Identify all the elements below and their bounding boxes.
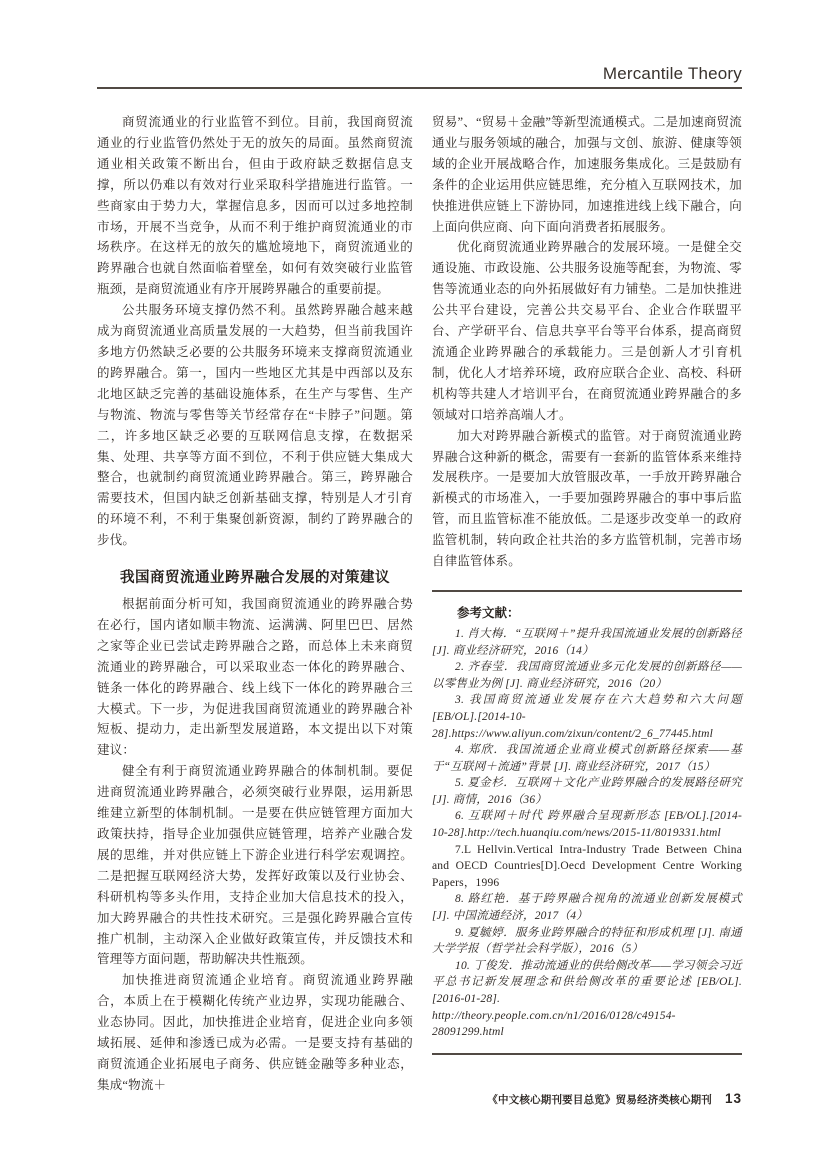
references-section: [432, 590, 742, 1055]
reference-item: 10. 丁俊发．推动流通业的供给侧改革——学习领会习近平总书记新发展理念和供给侧改革的重要论述 [EB/OL].[2016-01-28]. http://theory.people.com.cn/n1/2016/0128/c49154-28091299.html: [432, 959, 742, 1039]
running-head: [97, 64, 742, 89]
reference-item: 3. 我国商贸流通业发展存在六大趋势和六大问题 [EB/OL].[2014-10-28].https://www.aliyun.com/zixun/content/2_6_77445.html: [432, 694, 742, 740]
reference-item: 8. 路红艳．基于跨界融合视角的流通业创新发展模式 [J]. 中国流通经济，2017（4）: [432, 893, 742, 923]
reference-item: 1. 肖大梅．“互联网＋”提升我国流通业发展的创新路径 [J]. 商业经济研究，2016（14）: [432, 627, 742, 657]
reference-item: 2. 齐春莹．我国商贸流通业多元化发展的创新路径——以零售业为例 [J]. 商业经济研究，2016（20）: [432, 661, 742, 690]
paragraph-development-environment: 优化商贸流通业跨界融合的发展环境。一是健全交通设施、市政设施、公共服务设施等配套，为物流、零售等流通业态的向外拓展做好有力铺垫。二是加快推进公共平台建设，完善公共交易平台、企业合作联盟平台、产学研平台、信息共享平台等平台体系，提高商贸流通企业跨界融合的承载能力。三是创新人才引育机制，优化人才培养环境，政府应联合企业、高校、科研机构等共建人才培训平台，在商贸流通业跨界融合的多领域对口培养高端人才。: [432, 240, 742, 422]
reference-item: 6. 互联网＋时代 跨界融合呈现新形态 [EB/OL].[2014-10-28].http://tech.huanqiu.com/news/2015-11/8019331.html: [432, 810, 742, 840]
left-column: [97, 112, 413, 1096]
journal-credential: 《中文核心期刊要目总览》贸易经济类核心期刊: [487, 1094, 712, 1106]
references-bottom-rule: [432, 1053, 742, 1055]
running-head-title: Mercantile Theory: [602, 64, 742, 83]
page-footer: [432, 1090, 742, 1108]
references-label: 参考文献：: [457, 605, 520, 620]
reference-item: 7.L Hellvin.Vertical Intra-Industry Trade Between China and OECD Countries[D].Oecd Development Centre Working Papers，1996: [432, 843, 742, 889]
paragraph-continuation: 贸易”、“贸易＋金融”等新型流通模式。二是加速商贸流通业与服务领域的融合，加强与文创、旅游、健康等领域的企业开展战略合作，加速服务集成化。三是鼓励有条件的企业运用供应链思维，充分植入互联网技术，加快推进供应链上下游协同，加速推进线上线下融合，向上面向供应商、向下面向消费者拓展服务。: [432, 115, 742, 234]
paragraph-supervision: 加大对跨界融合新模式的监管。对于商贸流通业跨界融合这种新的概念，需要有一套新的监管体系来维持发展秩序。一是要加大放管服改革，一手放开跨界融合新模式的市场准入，一手要加强跨界融合的事中事后监管，而且监管标准不能放低。二是逐步改变单一的政府监管机制，转向政企社共治的多方监管机制，完善市场自律监管体系。: [432, 428, 742, 569]
paragraph-enterprise-cultivation: 加快推进商贸流通企业培育。商贸流通业跨界融合，本质上在于模糊化传统产业边界，实现功能融合、业态协同。因此，加快推进企业培育，促进企业向多领域拓展、延伸和渗透已成为必需。一是要支持有基础的商贸流通企业拓展电子商务、供应链金融等多种业态，集成“物流＋: [97, 973, 413, 1092]
reference-item: 4. 郑欣．我国流通企业商业模式创新路径探索——基于“互联网＋流通”背景 [J]. 商业经济研究，2017（15）: [432, 744, 742, 773]
right-column: [432, 112, 742, 1055]
paragraph-analysis: 根据前面分析可知，我国商贸流通业的跨界融合势在必行，国内诸如顺丰物流、运满满、阿里巴巴、居然之家等企业已尝试走跨界融合之路，而总体上未来商贸流通业的跨界融合，可以采取业态一体化的跨界融合、链条一体化的跨界融合、线上线下一体化的跨界融合三大模式。下一步，为促进我国商贸流通业的跨界融合补短板、提动力，走出新型发展道路，本文提出以下对策建议：: [97, 597, 413, 758]
paragraph-public-service: 公共服务环境支撑仍然不利。虽然跨界融合越来越成为商贸流通业高质量发展的一大趋势，但当前我国许多地方仍然缺乏必要的公共服务环境来支撑商贸流通业的跨界融合。第一，国内一些地区尤其是中西部以及东北地区缺乏完善的基础设施体系，在生产与零售、生产与物流、物流与零售等关节经常存在“卡脖子”问题。第二，许多地区缺乏必要的互联网信息支撑，在数据采集、处理、共享等方面不到位，不利于供应链大集成大整合，也就制约商贸流通业跨界融合。第三，跨界融合需要技术，但国内缺乏创新基础支撑，特别是人才引育的环境不利，不利于集聚创新资源，制约了跨界融合的步伐。: [97, 303, 413, 548]
paragraph-regulation: 商贸流通业的行业监管不到位。目前，我国商贸流通业的行业监管仍然处于无的放矢的局面。虽然商贸流通业相关政策不断出台，但由于政府缺乏数据信息支撑，所以仍难以有效对行业采取科学措施进行监管。一些商家由于势力大，掌握信息多，因而可以过多地控制市场，开展不当竞争，从而不利于维护商贸流通业的市场秩序。在这样无的放矢的尴尬境地下，商贸流通业的跨界融合也就自然面临着壁垒，如何有效突破行业监管瓶颈，是商贸流通业有序开展跨界融合的重要前提。: [97, 115, 413, 297]
page-number: 13: [724, 1091, 742, 1106]
reference-item: 9. 夏毓婷．服务业跨界融合的特征和形成机理 [J]. 南通大学学报（哲学社会科学版），2016（5）: [432, 926, 742, 956]
paragraph-institutional-mechanism: 健全有利于商贸流通业跨界融合的体制机制。要促进商贸流通业跨界融合，必须突破行业界限，运用新思维建立新型的体制机制。一是要在供应链管理方面加大政策扶持，指导企业加强供应链管理，培养产业融合发展的思维，并对供应链上下游企业进行科学宏观调控。二是把握互联网经济大势，发挥好政策以及行业协会、科研机构等多头作用，支持企业加大信息技术的投入，加大跨界融合的共性技术研究。三是强化跨界融合宣传推广机制，主动深入企业做好政策宣传，并反馈技术和管理等方面问题，帮助解决共性瓶颈。: [97, 764, 413, 967]
section-heading: 我国商贸流通业跨界融合发展的对策建议: [120, 570, 390, 587]
reference-item: 5. 夏金杉．互联网＋文化产业跨界融合的发展路径研究 [J]. 商情，2016（36）: [432, 777, 742, 806]
